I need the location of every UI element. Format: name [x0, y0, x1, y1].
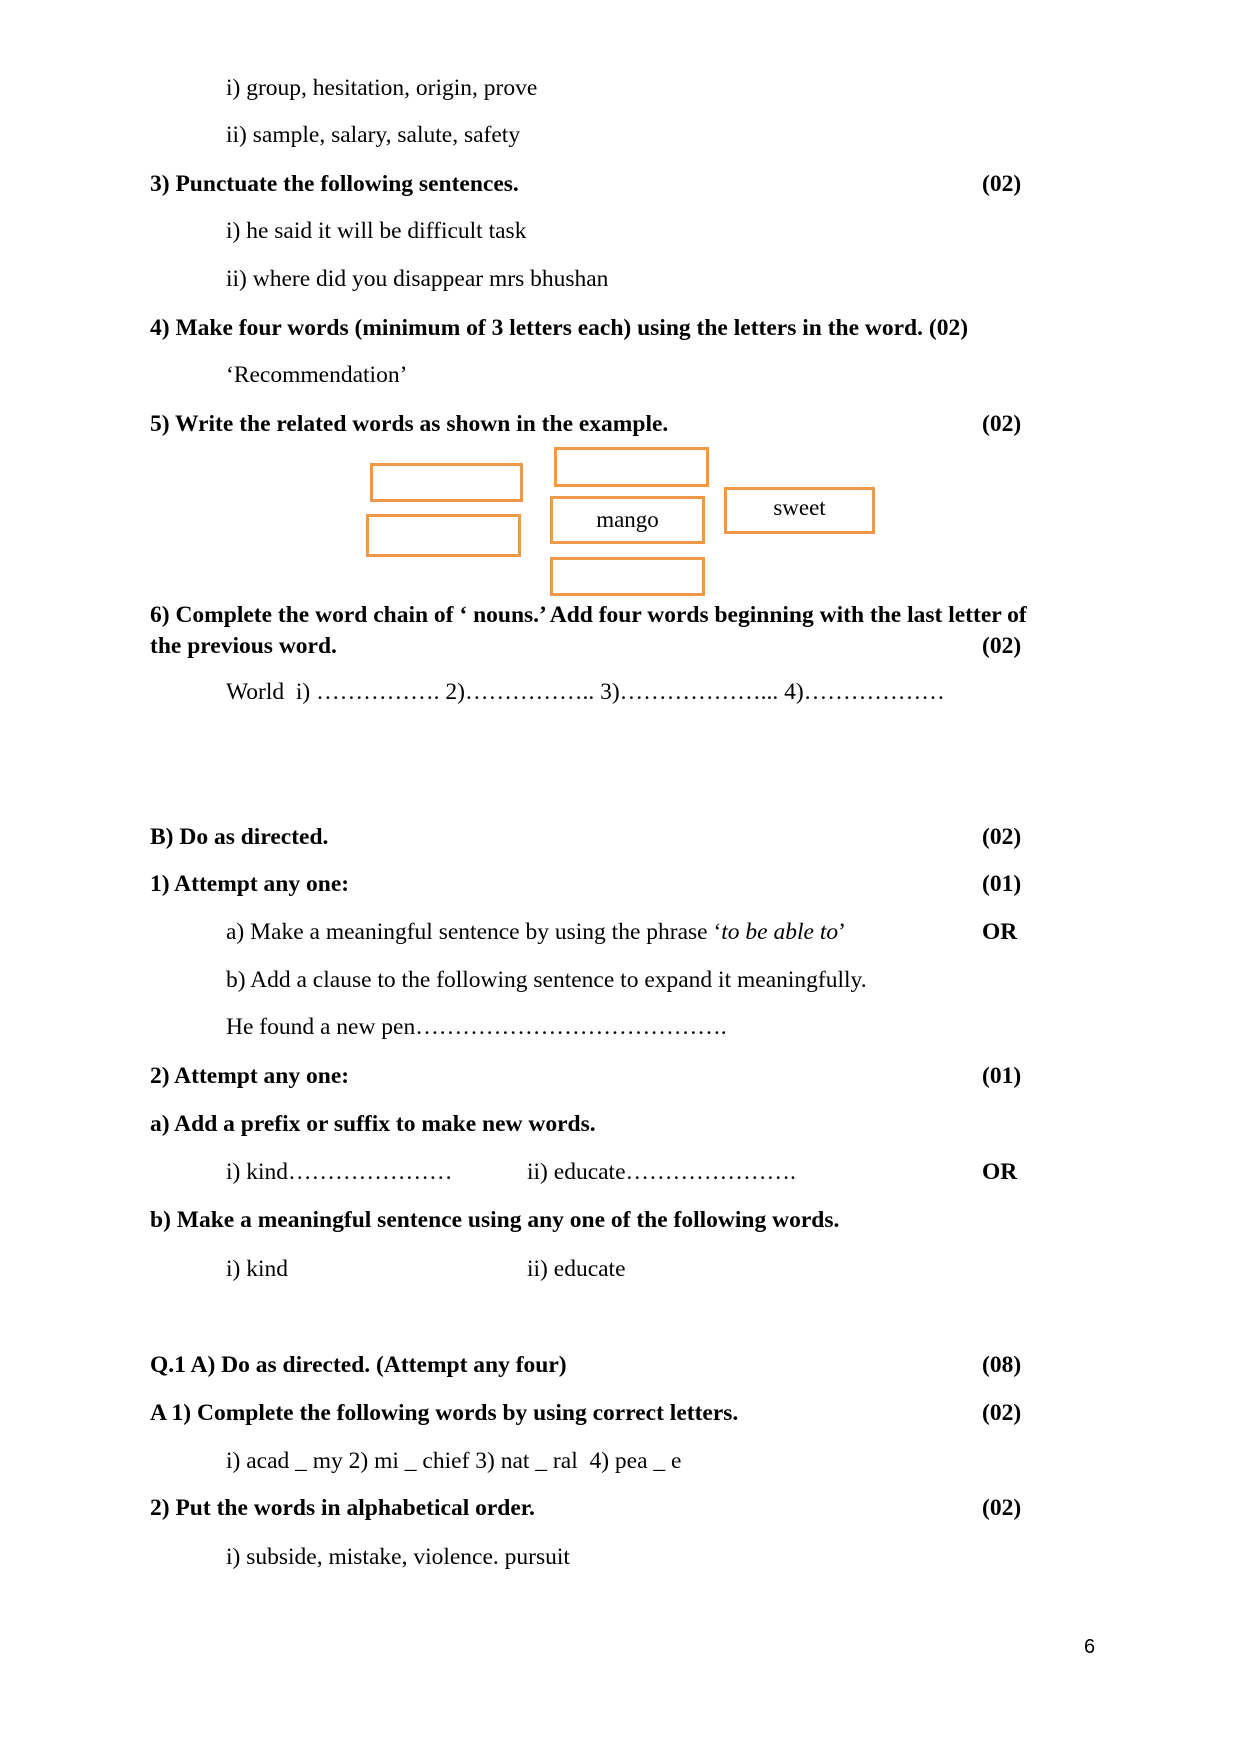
- b-q2-marks: (01): [982, 1063, 1022, 1089]
- example-word: sweet: [773, 494, 826, 520]
- center-word: mango: [596, 507, 659, 532]
- q1a-a1-title: A 1) Complete the following words by using correct letters.: [150, 1400, 739, 1426]
- page-number: 6: [1084, 1636, 1096, 1658]
- q1a-a2-title: 2) Put the words in alphabetical order.: [150, 1495, 535, 1521]
- b-q1-option-b: b) Add a clause to the following sentence to expand it meaningfully.: [226, 967, 867, 993]
- b-q2a-title: a) Add a prefix or suffix to make new words.: [150, 1111, 596, 1137]
- q2-option-i: i) group, hesitation, origin, prove: [226, 75, 538, 101]
- word-box-bottom-left[interactable]: [366, 514, 521, 557]
- q4-word: ‘Recommendation’: [226, 362, 408, 388]
- word-box-top-left[interactable]: [370, 463, 523, 502]
- q3-item-i: i) he said it will be difficult task: [226, 218, 527, 244]
- b-q2a-item-ii: ii) educate………………….: [527, 1159, 796, 1185]
- b-q2-or: OR: [982, 1159, 1018, 1185]
- q3-marks: (02): [982, 171, 1022, 197]
- section-b-title: B) Do as directed.: [150, 824, 329, 850]
- q1a-a2-item-i: i) subside, mistake, violence. pursuit: [226, 1544, 570, 1570]
- section-b-marks: (02): [982, 824, 1022, 850]
- b-q1-or: OR: [982, 919, 1018, 945]
- b-q2b-title: b) Make a meaningful sentence using any one of the following words.: [150, 1207, 840, 1233]
- q5-title: 5) Write the related words as shown in the example.: [150, 411, 669, 437]
- q4-title: 4) Make four words (minimum of 3 letters each) using the letters in the word. (02): [150, 315, 969, 341]
- q1a-a1-marks: (02): [982, 1400, 1022, 1426]
- q1a-a2-marks: (02): [982, 1495, 1022, 1521]
- q3-title: 3) Punctuate the following sentences.: [150, 171, 519, 197]
- word-box-bottom[interactable]: [550, 557, 705, 596]
- word-box-top[interactable]: [554, 447, 709, 487]
- q1a-marks: (08): [982, 1352, 1022, 1378]
- q6-marks: (02): [982, 633, 1022, 659]
- b-q2b-item-ii: ii) educate: [527, 1256, 626, 1282]
- b-q2b-item-i: i) kind: [226, 1256, 289, 1282]
- b-q2a-item-i: i) kind…………………: [226, 1159, 453, 1185]
- b-q1-title: 1) Attempt any one:: [150, 871, 350, 897]
- q6-title-line1: 6) Complete the word chain of ‘ nouns.’ Add four words beginning with the last letter of: [150, 602, 1027, 628]
- b-q1-sentence: He found a new pen………………………………….: [226, 1014, 727, 1040]
- q2-option-ii: ii) sample, salary, salute, safety: [226, 122, 521, 148]
- word-box-center: [550, 496, 705, 544]
- q6-word-chain: World i) ……………. 2)…………….. 3)………………... 4)………………: [226, 679, 945, 705]
- word-box-example: [724, 487, 875, 534]
- q3-item-ii: ii) where did you disappear mrs bhushan: [226, 266, 609, 292]
- b-q1-marks: (01): [982, 871, 1022, 897]
- q1a-title: Q.1 A) Do as directed. (Attempt any four): [150, 1352, 567, 1378]
- q1a-a1-items: i) acad _ my 2) mi _ chief 3) nat _ ral 4) pea _ e: [226, 1448, 682, 1474]
- q5-marks: (02): [982, 411, 1022, 437]
- q6-title-line2: the previous word.: [150, 633, 337, 659]
- b-q1-phrase: to be able to: [721, 919, 839, 945]
- b-q1-option-a: a) Make a meaningful sentence by using the phrase ‘to be able to’: [226, 919, 846, 945]
- b-q2-title: 2) Attempt any one:: [150, 1063, 350, 1089]
